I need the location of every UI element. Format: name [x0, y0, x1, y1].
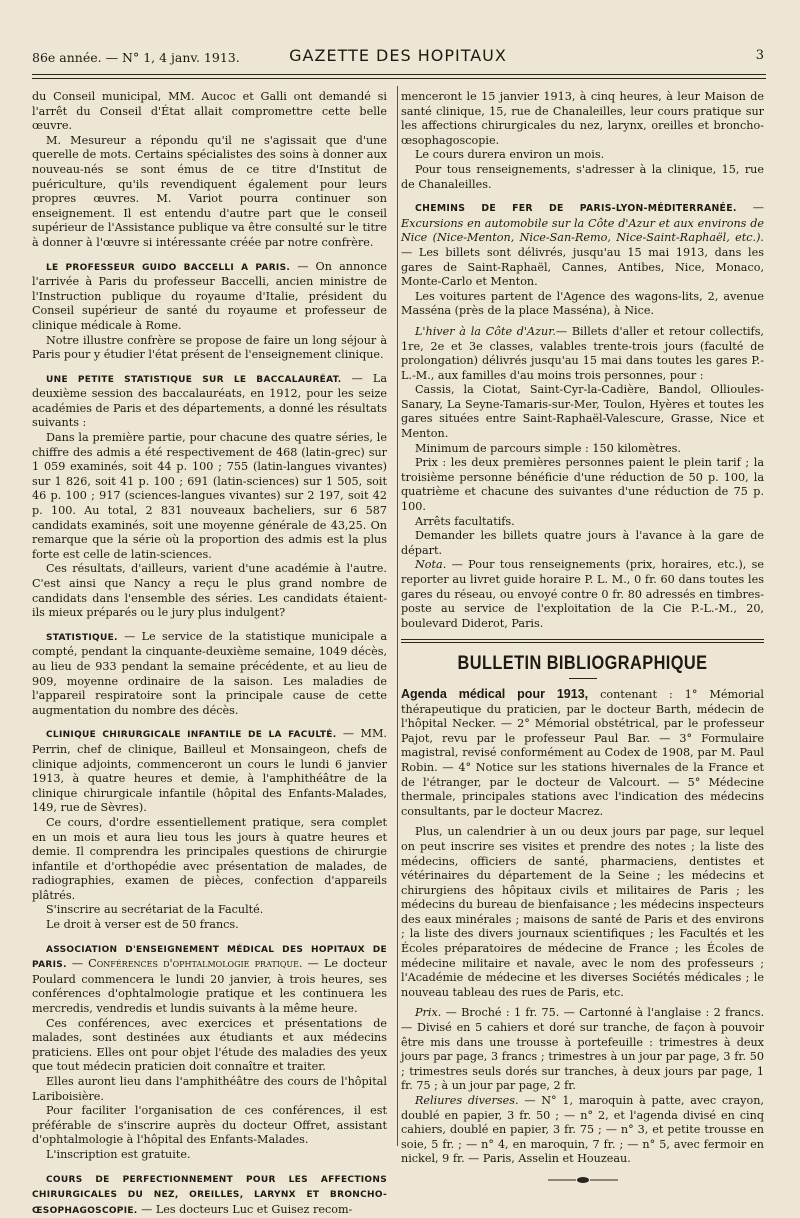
paragraph-text: — Les billets sont délivrés, jusqu'au 15 mai 1913, dans les gares de Saint-Raphaël, Cannes, Antibes, Nice, Monaco, Monte-Carlo et Menton. [401, 245, 764, 289]
paragraph: Plus, un calendrier à un ou deux jours par page, sur lequel on peut inscrire ses visites et prendre des notes ; la liste des médecins, officiers de santé, pharmaciens, dentistes et vétérinaires du département de la Seine ; les médecins et chirurgiens des hôpitaux civils et militaires de Paris ; les médecins du bureau de bienfaisance ; les médecins inspecteurs des eaux minérales ; maisons de santé de Paris et des environs ; la liste des divers journaux scientifiques ; les Facultés et les Écoles préparatoires de médecine de France ; les Écoles de médecine militaire et navale, avec le nom des professeurs ; l'Académie de médecine et les diverses Sociétés médicales ; le nouveau tableau des rues de Paris, etc. [401, 825, 764, 999]
paragraph-text: — Le docteur Poulard commencera le lundi 20 janvier, à trois heures, ses conférences d'ophtalmologie pratique et les continuera les mercredis, vendredis et lundis suivants à la même heure. [32, 957, 387, 1016]
journal-title: GAZETTE DES HOPITAUX [289, 46, 507, 65]
header-rule-thin [32, 78, 766, 79]
paragraph: menceront le 15 janvier 1913, à cinq heures, à leur Maison de santé clinique, 15, rue de Chanaleilles, leur cours pratique sur les affections chirurgicales du nez, larynx, oreilles et broncho-œsophagoscopie. [401, 90, 764, 147]
issue-info: 86e année. — N° 1, 4 janv. 1913. [32, 50, 240, 65]
paragraph-text: — On annonce l'arrivée à Paris du professeur Baccelli, ancien ministre de l'Instruction publique du royaume d'Italie, président du Conseil supérieur de santé du royaume et professeur de clinique médicale à Rome. [32, 259, 387, 332]
paragraph-text: — La deuxième session des baccalauréats, en 1912, pour les seize académies de Paris et des départements, a donné les résultats suivants : [32, 371, 387, 430]
paragraph-text: — Billets d'aller et retour collectifs, 1re, 2e et 3e classes, valables trente-trois jours (faculté de prolongation) délivrés jusqu'au 15 mai dans toutes les gares P.-L.-M., aux familles d'au moins trois personnes, pour : [401, 324, 764, 382]
section-heading: CLINIQUE CHIRURGICALE INFANTILE DE LA FACULTÉ. [46, 730, 337, 741]
subheading: L'hiver à la Côte d'Azur. [415, 324, 556, 338]
news-item-statistique [32, 630, 387, 719]
header-rule-thick [32, 74, 766, 75]
paragraph-text: — Les docteurs Luc et Guisez recom- [137, 1202, 353, 1216]
running-header [32, 44, 764, 70]
news-item-baccelli [32, 260, 387, 334]
ornament-rule-icon [548, 1176, 618, 1184]
paragraph: Demander les billets quatre jours à l'avance à la gare de départ. [401, 529, 764, 557]
section-heading: STATISTIQUE. [46, 632, 118, 643]
paragraph: Arrêts facultatifs. [415, 514, 515, 528]
section-rule-thin [401, 642, 764, 643]
subheading: Excursions en automobile sur la Côte d'Azur et aux environs de Nice (Nice-Menton, Nice-San-Remo, Nice-Saint-Raphaël, etc.). [401, 216, 764, 245]
nota-label: Nota. [415, 558, 447, 572]
news-item-association: ASSOCIATION D'ENSEIGNEMENT MÉDICAL DES HOPITAUX DE PARIS. — Conférences d'ophtalmologie pratique. — Le docteur Poulard commencera le lundi 20 janvier, à trois heures, ses conférences d'ophtalmologie pratique et les continuera les mercredis, vendredis et lundis suivants à la même heure. [32, 944, 387, 1016]
paragraph: Le droit à verser est de 50 francs. [46, 918, 239, 932]
news-item-clinique [32, 727, 387, 816]
news-item-cours [32, 1172, 387, 1218]
bulletin-title: BULLETIN BIBLIOGRAPHIQUE [457, 653, 708, 675]
paragraph: Prix : les deux premières personnes paient le plein tarif ; la troisième personne bénéficie d'une réduction de 50 p. 100, la quatrième et chacune des suivantes d'une réduction de 75 p. 100. [401, 456, 764, 514]
news-item-hiver [401, 325, 764, 383]
news-item-baccalaureat [32, 372, 387, 431]
paragraph-text: — MM. Perrin, chef de clinique, Bailleul et Monsaingeon, chefs de clinique adjoints, commenceront un cours le lundi 6 janvier 1913, à quatre heures et demie, à l'amphithéâtre de la clinique chirurgicale infantile (hôpital des Enfants-Malades, 149, rue de Sèvres). [32, 727, 387, 815]
paragraph: L'inscription est gratuite. [46, 1147, 191, 1161]
paragraph: Notre illustre confrère se propose de faire un long séjour à Paris pour y étudier l'état présent de l'enseignement clinique. [32, 333, 387, 362]
paragraph: Pour faciliter l'organisation de ces conférences, il est préférable de s'inscrire auprès du docteur Offret, assistant d'ophtalmologie à l'hôpital des Enfants-Malades. [32, 1104, 387, 1147]
prix-label: Prix. [415, 1006, 442, 1020]
paragraph: Ces résultats, d'ailleurs, varient d'une académie à l'autre. C'est ainsi que Nancy a reçu le plus grand nombre de candidats dans l'ensemble des séries. Les candidats étaient-ils mieux préparés ou le jury plus indulgent? [32, 562, 387, 620]
end-ornament [401, 1175, 764, 1190]
paragraph: S'inscrire au secrétariat de la Faculté. [46, 903, 264, 917]
prix-paragraph [401, 1006, 764, 1094]
page-number: 3 [755, 48, 764, 63]
right-column [401, 90, 764, 1190]
paragraph: M. Mesureur a répondu qu'il ne s'agissait que d'une querelle de mots. Certains spécialistes des soins à donner aux nouveau-nés se sont émus de ce titre d'Institut de puériculture, qu'ils revendiquent également pour leurs propres œuvres. M. Variot pourra continuer son enseignement. Il est entendu d'autre part que le conseil supérieur de l'Assistance publique va être consulté sur le titre à donner à l'œuvre si intéressante créée par notre confrère. [32, 133, 387, 249]
paragraph-text: — Pour tous renseignements (prix, horaires, etc.), se reporter au livret guide horaire P. L. M., 0 fr. 60 dans toutes les gares du réseau, ou envoyé contre 0 fr. 80 adressés en timbres-poste au service de l'exploitation de la Cie P.-L.-M., 20, boulevard Diderot, Paris. [401, 558, 764, 630]
paragraph: Les voitures partent de l'Agence des wagons-lits, 2, avenue Masséna (près de la place Masséna), à Nice. [401, 289, 764, 318]
paragraph-text: — Broché : 1 fr. 75. — Cartonné à l'anglaise : 2 francs. — Divisé en 5 cahiers et doré sur tranche, de façon à pouvoir être mis dans une trousse à portefeuille : trimestres à deux jours par page, 3 francs ; trimestres à un jour par page, 3 fr. 50 ; trimestres seuls dorés sur tranches, à deux jours par page, 1 fr. 75 ; à un jour par page, 2 fr. [401, 1006, 764, 1093]
section-heading: LE PROFESSEUR GUIDO BACCELLI A PARIS. [46, 262, 291, 273]
paragraph: du Conseil municipal, MM. Aucoc et Galli ont demandé si l'arrêt du Conseil d'État allait compromettre cette belle œuvre. [32, 90, 387, 133]
paragraph-text: — N° 1, maroquin à patte, avec crayon, doublé en papier, 3 fr. 50 ; — n° 2, et l'agenda divisé en cinq cahiers, doublé en papier, 3 fr. 75 ; — n° 3, et petite trousse en soie, 5 fr. ; — n° 4, en maroquin, 7 fr. ; — n° 5, avec fermoir en nickel, 9 fr. — Paris, Asselin et Houzeau. [401, 1094, 764, 1166]
paragraph: Dans la première partie, pour chacune des quatre séries, le chiffre des admis a été respectivement de 468 (latin-grec) sur 1 059 examinés, soit 44 p. 100 ; 755 (latin-langues vivantes) sur 1 826, soit 41 p. 100 ; 691 (latin-sciences) sur 1 505, soit 46 p. 100 ; 917 (sciences-langues vivantes) sur 2 197, soit 42 p. 100. Au total, 2 831 nouveaux bacheliers, sur 6 587 candidats examinés, soit une moyenne générale de 43,25. On remarque que la série où la proportion des admis est la plus forte est celle de latin-sciences. [32, 431, 387, 561]
paragraph: Ce cours, d'ordre essentiellement pratique, sera complet en un mois et aura lieu tous les jours à quatre heures et demie. Il comprendra les principales questions de chirurgie infantile et d'orthopédie avec présentation de malades, de radiographies, examen de pièces, confection d'appareils plâtrés. [32, 815, 387, 902]
section-heading: UNE PETITE STATISTIQUE SUR LE BACCALAURÉAT. [46, 374, 342, 385]
left-column [32, 90, 387, 1218]
nota-paragraph [401, 558, 764, 631]
paragraph-text: — Le service de la statistique municipale a compté, pendant la cinquante-deuxième semaine, 1049 décès, au lieu de 933 pendant la semaine précédente, et au lieu de 909, moyenne ordinaire de la saison. Les maladies de l'appareil respiratoire sont la principale cause de cette augmentation du nombre des décès. [32, 629, 387, 717]
agenda-entry [401, 687, 764, 819]
reliures-label: Reliures diverses. [415, 1094, 519, 1107]
paragraph: Cassis, la Ciotat, Saint-Cyr-la-Cadière, Bandol, Ollioules-Sanary, La Seyne-Tamaris-sur-Mer, Toulon, Hyères et toutes les gares situées entre Saint-Raphaël-Valescure, Grasse, Nice et Menton. [401, 383, 764, 441]
paragraph: Minimum de parcours simple : 150 kilomètres. [415, 441, 681, 455]
column-separator [397, 86, 398, 1146]
title-underline [569, 678, 597, 679]
paragraph-text: contenant : 1° Mémorial thérapeutique du praticien, par le docteur Barth, médecin de l'hôpital Necker. — 2° Mémorial obstétrical, par le professeur Pajot, revu par le professeur Paul Bar. — 3° Formulaire magistral, revisé conformément au Codex de 1908, par M. Paul Robin. — 4° Notice sur les stations hivernales de la France et de l'étranger, par le docteur de Valcourt. — 5° Médecine thermale, principales stations avec l'indication des médecins consultants, par le docteur Macrez. [401, 687, 765, 818]
reliures-paragraph [401, 1094, 764, 1167]
paragraph: Elles auront lieu dans l'amphithéâtre des cours de l'hôpital Lariboisière. [32, 1075, 387, 1103]
section-heading: COURS DE PERFECTIONNEMENT POUR LES AFFECTIONS CHIRURGICALES DU NEZ, OREILLES, LARYNX ET BRONCHO-ŒSOPHAGOSCOPIE. [32, 1174, 387, 1216]
paragraph: Ces conférences, avec exercices et présentations de malades, sont destinées aux étudiants et aux médecins praticiens. Elles ont pour objet l'étude des maladies des yeux que tout médecin praticien doit connaître et traiter. [32, 1016, 387, 1074]
paragraph: Le cours durera environ un mois. [415, 148, 605, 162]
news-item-plm: CHEMINS DE FER DE PARIS-LYON-MÉDITERRANÉE. — Excursions en automobile sur la Côte d'Azur et aux environs de Nice (Nice-Menton, Nice-San-Remo, Nice-Saint-Raphaël, etc.). — Les billets sont délivrés, jusqu'au 15 mai 1913, dans les gares de Saint-Raphaël, Cannes, Antibes, Nice, Monaco, Monte-Carlo et Menton. [401, 201, 764, 289]
agenda-heading: Agenda médical pour 1913, [401, 686, 589, 701]
subheading: Conférences d'ophtalmologie pratique. [88, 957, 303, 971]
section-rule-thick [401, 639, 764, 640]
section-heading: CHEMINS DE FER DE PARIS-LYON-MÉDITERRANÉE. [415, 203, 737, 215]
section-heading: ASSOCIATION D'ENSEIGNEMENT MÉDICAL DES HOPITAUX DE PARIS. [32, 944, 387, 971]
paragraph: Pour tous renseignements, s'adresser à la clinique, 15, rue de Chanaleilles. [401, 162, 764, 191]
